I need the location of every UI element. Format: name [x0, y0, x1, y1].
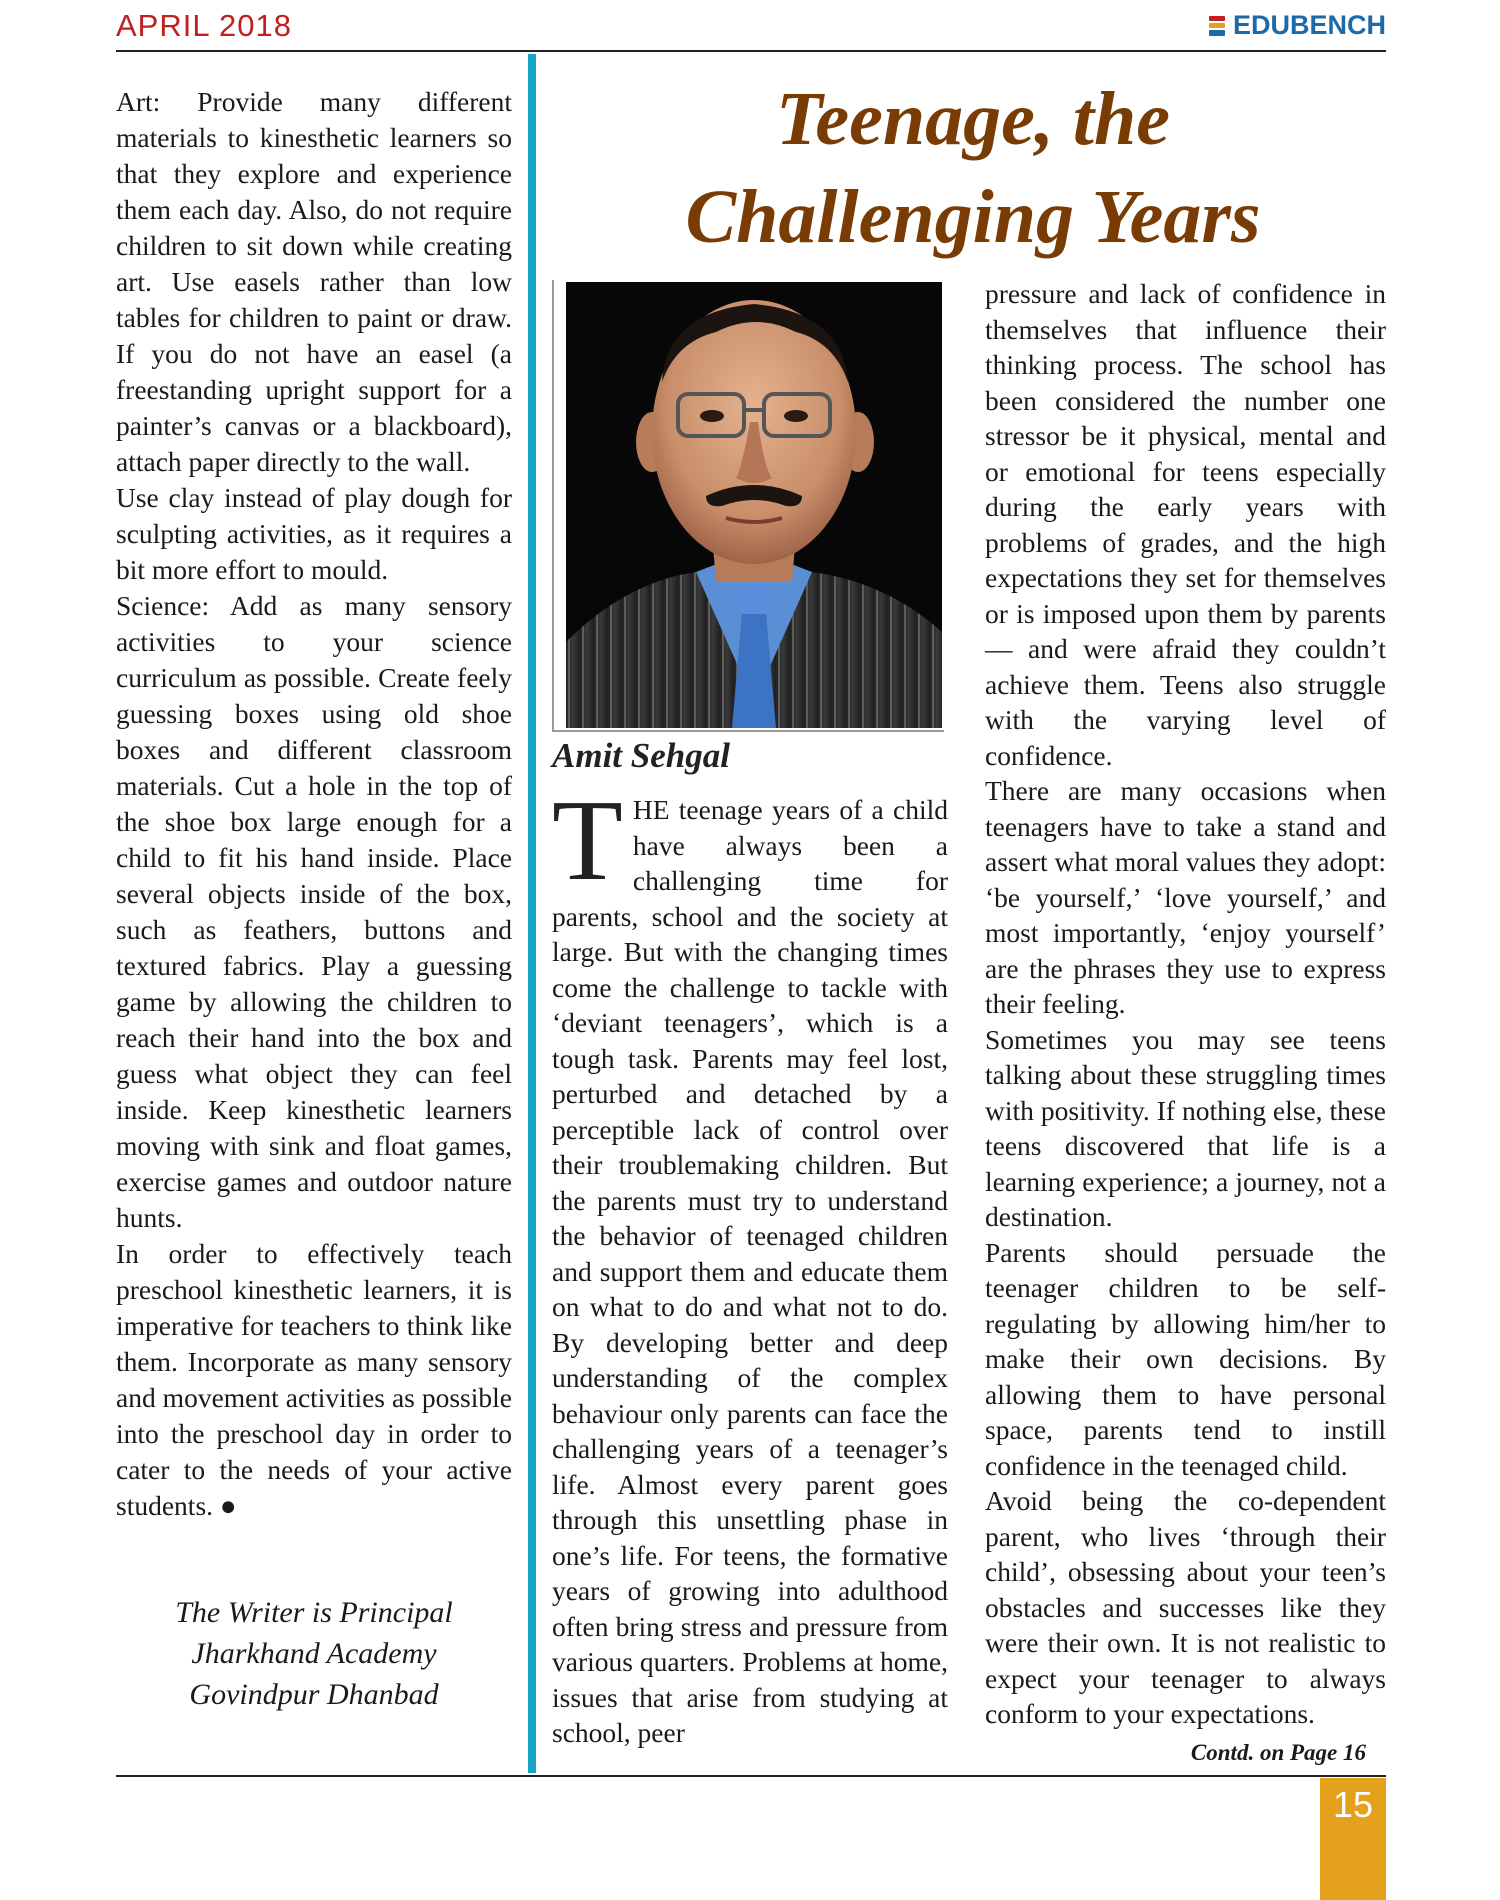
- right-paragraph: Sometimes you may see teens talking about these struggling times with positivity. If nothing else, these teens discovered that life is a learning experience; a journey, not a destination.: [985, 1023, 1386, 1232]
- right-paragraph: Avoid being the co-dependent parent, who lives ‘through their child’, obsessing about your teen’s obstacles and successes like they were their own. It is not realistic to expect your teenager to always conform to your expectations.: [985, 1485, 1386, 1729]
- right-paragraph: There are many occasions when teenagers have to take a stand and assert what moral values they adopt: ‘be yourself,’ ‘love yourself,’ and most importantly, ‘enjoy yourself’ are the phrases they use to express their feeling.: [985, 775, 1386, 1019]
- middle-column: [552, 777, 948, 1751]
- issue-date: APRIL 2018: [116, 8, 293, 43]
- drop-cap: T: [552, 777, 623, 905]
- left-paragraph: Science: Add as many sensory activities to your science curriculum as possible. Create feely guessing boxes using old shoe boxes and different classroom materials. Cut a hole in the top of the shoe box large enough for a child to fit his hand inside. Place several objects inside of the box, such as feathers, buttons and textured fabrics. Play a guessing game by allowing the children to reach their hand into the box and guess what object they can feel inside. Keep kinesthetic learners moving with sink and float games, exercise games and outdoor nature hunts.: [116, 590, 512, 1233]
- bottom-rule: [116, 1775, 1386, 1777]
- page-header: [116, 8, 1386, 48]
- writer-line: Govindpur Dhanbad: [189, 1678, 439, 1711]
- writer-line: The Writer is Principal: [175, 1596, 453, 1629]
- left-column: [116, 84, 512, 1524]
- opening-text: HE teenage years of a child have always been a challenging time for parents, school and the society at large. But with the changing times come the challenge to tackle with ‘deviant teenagers’, which is a tough task. Parents may feel lost, perturbed and detached by a perceptible lack of control over their troublemaking children. But the parents must try to understand the behavior of teenaged children and support them and educate them on what to do and what not to do. By developing better and deep understanding of the complex behaviour only parents can face the challenging years of a teenager’s life. Almost every parent goes through this unsettling phase in one’s life. For teens, the formative years of growing into adulthood often bring stress and pressure from various quarters. Problems at home, issues that arise from studying at school, peer: [552, 794, 948, 1748]
- title-line: Teenage, the: [775, 77, 1171, 161]
- right-column: [985, 276, 1386, 1732]
- brand-name: EDUBENCH: [1232, 10, 1386, 40]
- page-number: 15: [1332, 1784, 1374, 1825]
- brand-logo: [1207, 10, 1386, 41]
- continued-note: Contd. on Page 16: [1190, 1740, 1366, 1765]
- opening-paragraph: [552, 777, 948, 1751]
- writer-credit: [116, 1592, 512, 1715]
- right-paragraph: pressure and lack of confidence in themselves that influence their thinking process. The school has been considered the number one stressor be it physical, mental and or emotional for teens especially during the early years with problems of grades, and the high expectations they set for themselves or is imposed upon them by parents — and were afraid they couldn’t achieve them. Teens also struggle with the varying level of confidence.: [985, 278, 1386, 771]
- left-paragraph: Use clay instead of play dough for sculpting activities, as it requires a bit more effort to mould.: [116, 482, 512, 585]
- article-title: [560, 70, 1386, 266]
- page-number-box: [1320, 1778, 1386, 1900]
- author-byline: Amit Sehgal: [552, 736, 730, 775]
- author-photo: [566, 282, 942, 728]
- left-paragraph: Art: Provide many different materials to kinesthetic learners so that they explore and experience them each day. Also, do not require children to sit down while creating art. Use easels rather than low tables for children to paint or draw. If you do not have an easel (a freestanding upright support for a painter’s canvas or a blackboard), attach paper directly to the wall.: [116, 86, 512, 477]
- writer-line: Jharkhand Academy: [191, 1637, 437, 1670]
- left-paragraph: In order to effectively teach preschool kinesthetic learners, it is imperative for teachers to think like them. Incorporate as many sensory and movement activities as possible into the preschool day in order to cater to the needs of your active students. ●: [116, 1238, 512, 1521]
- right-paragraph: Parents should persuade the teenager children to be self-regulating by allowing him/her to make their own decisions. By allowing them to have personal space, parents tend to instill confidence in the teenaged child.: [985, 1236, 1386, 1481]
- top-rule: [116, 50, 1386, 52]
- column-divider: [528, 54, 536, 1773]
- book-stack-icon: [1207, 13, 1227, 39]
- title-line: Challenging Years: [685, 175, 1261, 259]
- portrait-illustration: [566, 282, 942, 728]
